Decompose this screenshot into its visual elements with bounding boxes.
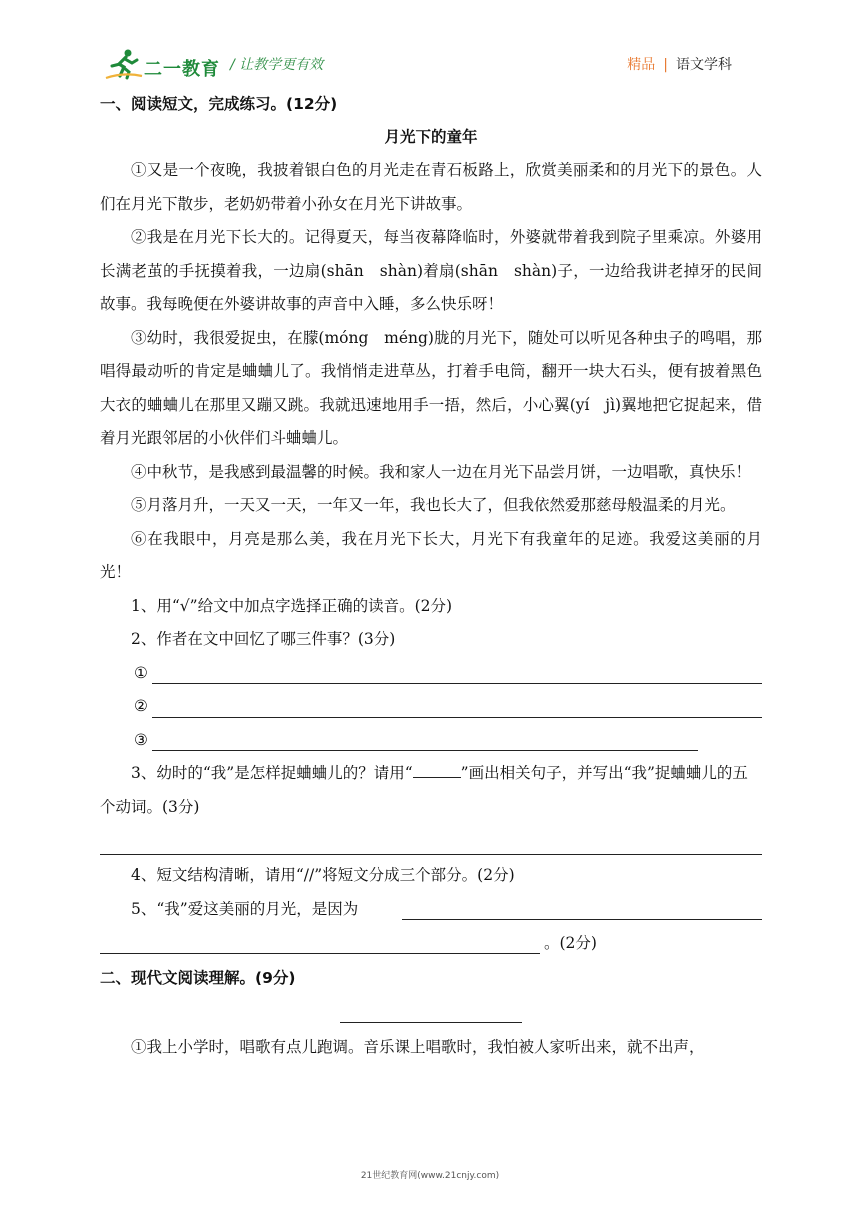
logo-text: 二一教育 [144, 59, 220, 80]
answer-line-q5[interactable] [402, 919, 762, 920]
paragraph-3: ③幼时，我很爱捉虫，在朦(móng méng)胧的月光下，随处可以听见各种虫子的鸣唱，那唱得最动听的肯定是蛐蛐儿了。我悄悄走进草丛，打着手电筒，翻开一块大石头，便有披着黑色大衣的蛐蛐儿在那里又蹦又跳。我就迅速地用手一捂，然后，小心翼(yí jì)翼地把它捉起来，借着月光跟邻居的小伙伴们斗蛐蛐儿。 [100, 328, 762, 447]
header-separator: | [663, 57, 668, 73]
document-body [100, 88, 762, 1065]
answer-line-2[interactable] [100, 690, 762, 724]
underline-sample [413, 763, 461, 778]
paragraph-6: ⑥在我眼中，月亮是那么美，我在月光下长大，月光下有我童年的足迹。我爱这美丽的月光！ [100, 529, 762, 581]
subject-label: 语文学科 [676, 57, 732, 73]
paragraph-1: ①又是一个夜晚，我披着银白色的月光走在青石板路上，欣赏美丽柔和的月光下的景色。人们在月光下散步，老奶奶带着小孙女在月光下讲故事。 [100, 161, 762, 213]
slogan: / 让教学更有效 [230, 57, 324, 73]
header-right [627, 54, 732, 74]
answer-mark-3: ③ [134, 730, 148, 749]
answer-line-q3[interactable] [100, 824, 762, 855]
answer-line-q5b[interactable] [100, 953, 540, 954]
paragraph-4: ④中秋节，是我感到最温馨的时候。我和家人一边在月光下品尝月饼，一边唱歌，真快乐！ [131, 462, 752, 481]
logo [104, 48, 234, 80]
section2-title: 二、现代文阅读理解。(9分) [100, 969, 296, 987]
article-title-blank[interactable] [340, 1000, 522, 1023]
page-header [100, 44, 760, 80]
question-5-continued [100, 926, 762, 960]
question-5-tail: 。(2分) [544, 934, 597, 952]
question-2: 2、作者在文中回忆了哪三件事？(3分) [131, 630, 396, 648]
quality-label: 精品 [627, 57, 656, 73]
article-title: 月光下的童年 [384, 128, 478, 146]
answer-mark-2: ② [134, 697, 148, 715]
answer-line-1[interactable] [100, 657, 762, 691]
question-5-text: 5、“我”爱这美丽的月光，是因为 [131, 899, 359, 918]
question-5 [100, 893, 762, 927]
question-1: 1、用“√”给文中加点字选择正确的读音。(2分) [131, 596, 453, 615]
section1-title: 一、阅读短文，完成练习。(12分) [100, 95, 338, 113]
question-3 [100, 757, 762, 824]
answer-line-3[interactable] [100, 724, 762, 758]
question-3-part-a: 3、幼时的“我”是怎样捉蛐蛐儿的？请用“ [131, 764, 413, 782]
answer-underline [152, 750, 698, 751]
question-3-part-b: ”画出相关句子，并写出“我”捉蛐蛐儿的五个动词。(3分) [100, 764, 748, 816]
section2-paragraph-1: ①我上小学时，唱歌有点儿跑调。音乐课上唱歌时，我怕被人家听出来，就不出声， [131, 1038, 705, 1056]
answer-mark-1: ① [134, 663, 148, 682]
paragraph-5: ⑤月落月升，一天又一天，一年又一年，我也长大了，但我依然爱那慈母般温柔的月光。 [131, 496, 736, 514]
runner-logo-icon [104, 48, 144, 80]
question-4: 4、短文结构清晰，请用“//”将短文分成三个部分。(2分) [131, 866, 515, 884]
answer-underline [152, 717, 762, 718]
page-footer: 21世纪教育网(www.21cnjy.com) [360, 1171, 500, 1181]
answer-underline [152, 683, 762, 684]
paragraph-2: ②我是在月光下长大的。记得夏天，每当夜幕降临时，外婆就带着我到院子里乘凉。外婆用长满老茧的手抚摸着我，一边扇(shān shàn)着扇(shān shàn)子，一边给我讲老掉牙的民间故事。我每晚便在外婆讲故事的声音中入睡，多么快乐呀！ [100, 228, 762, 313]
